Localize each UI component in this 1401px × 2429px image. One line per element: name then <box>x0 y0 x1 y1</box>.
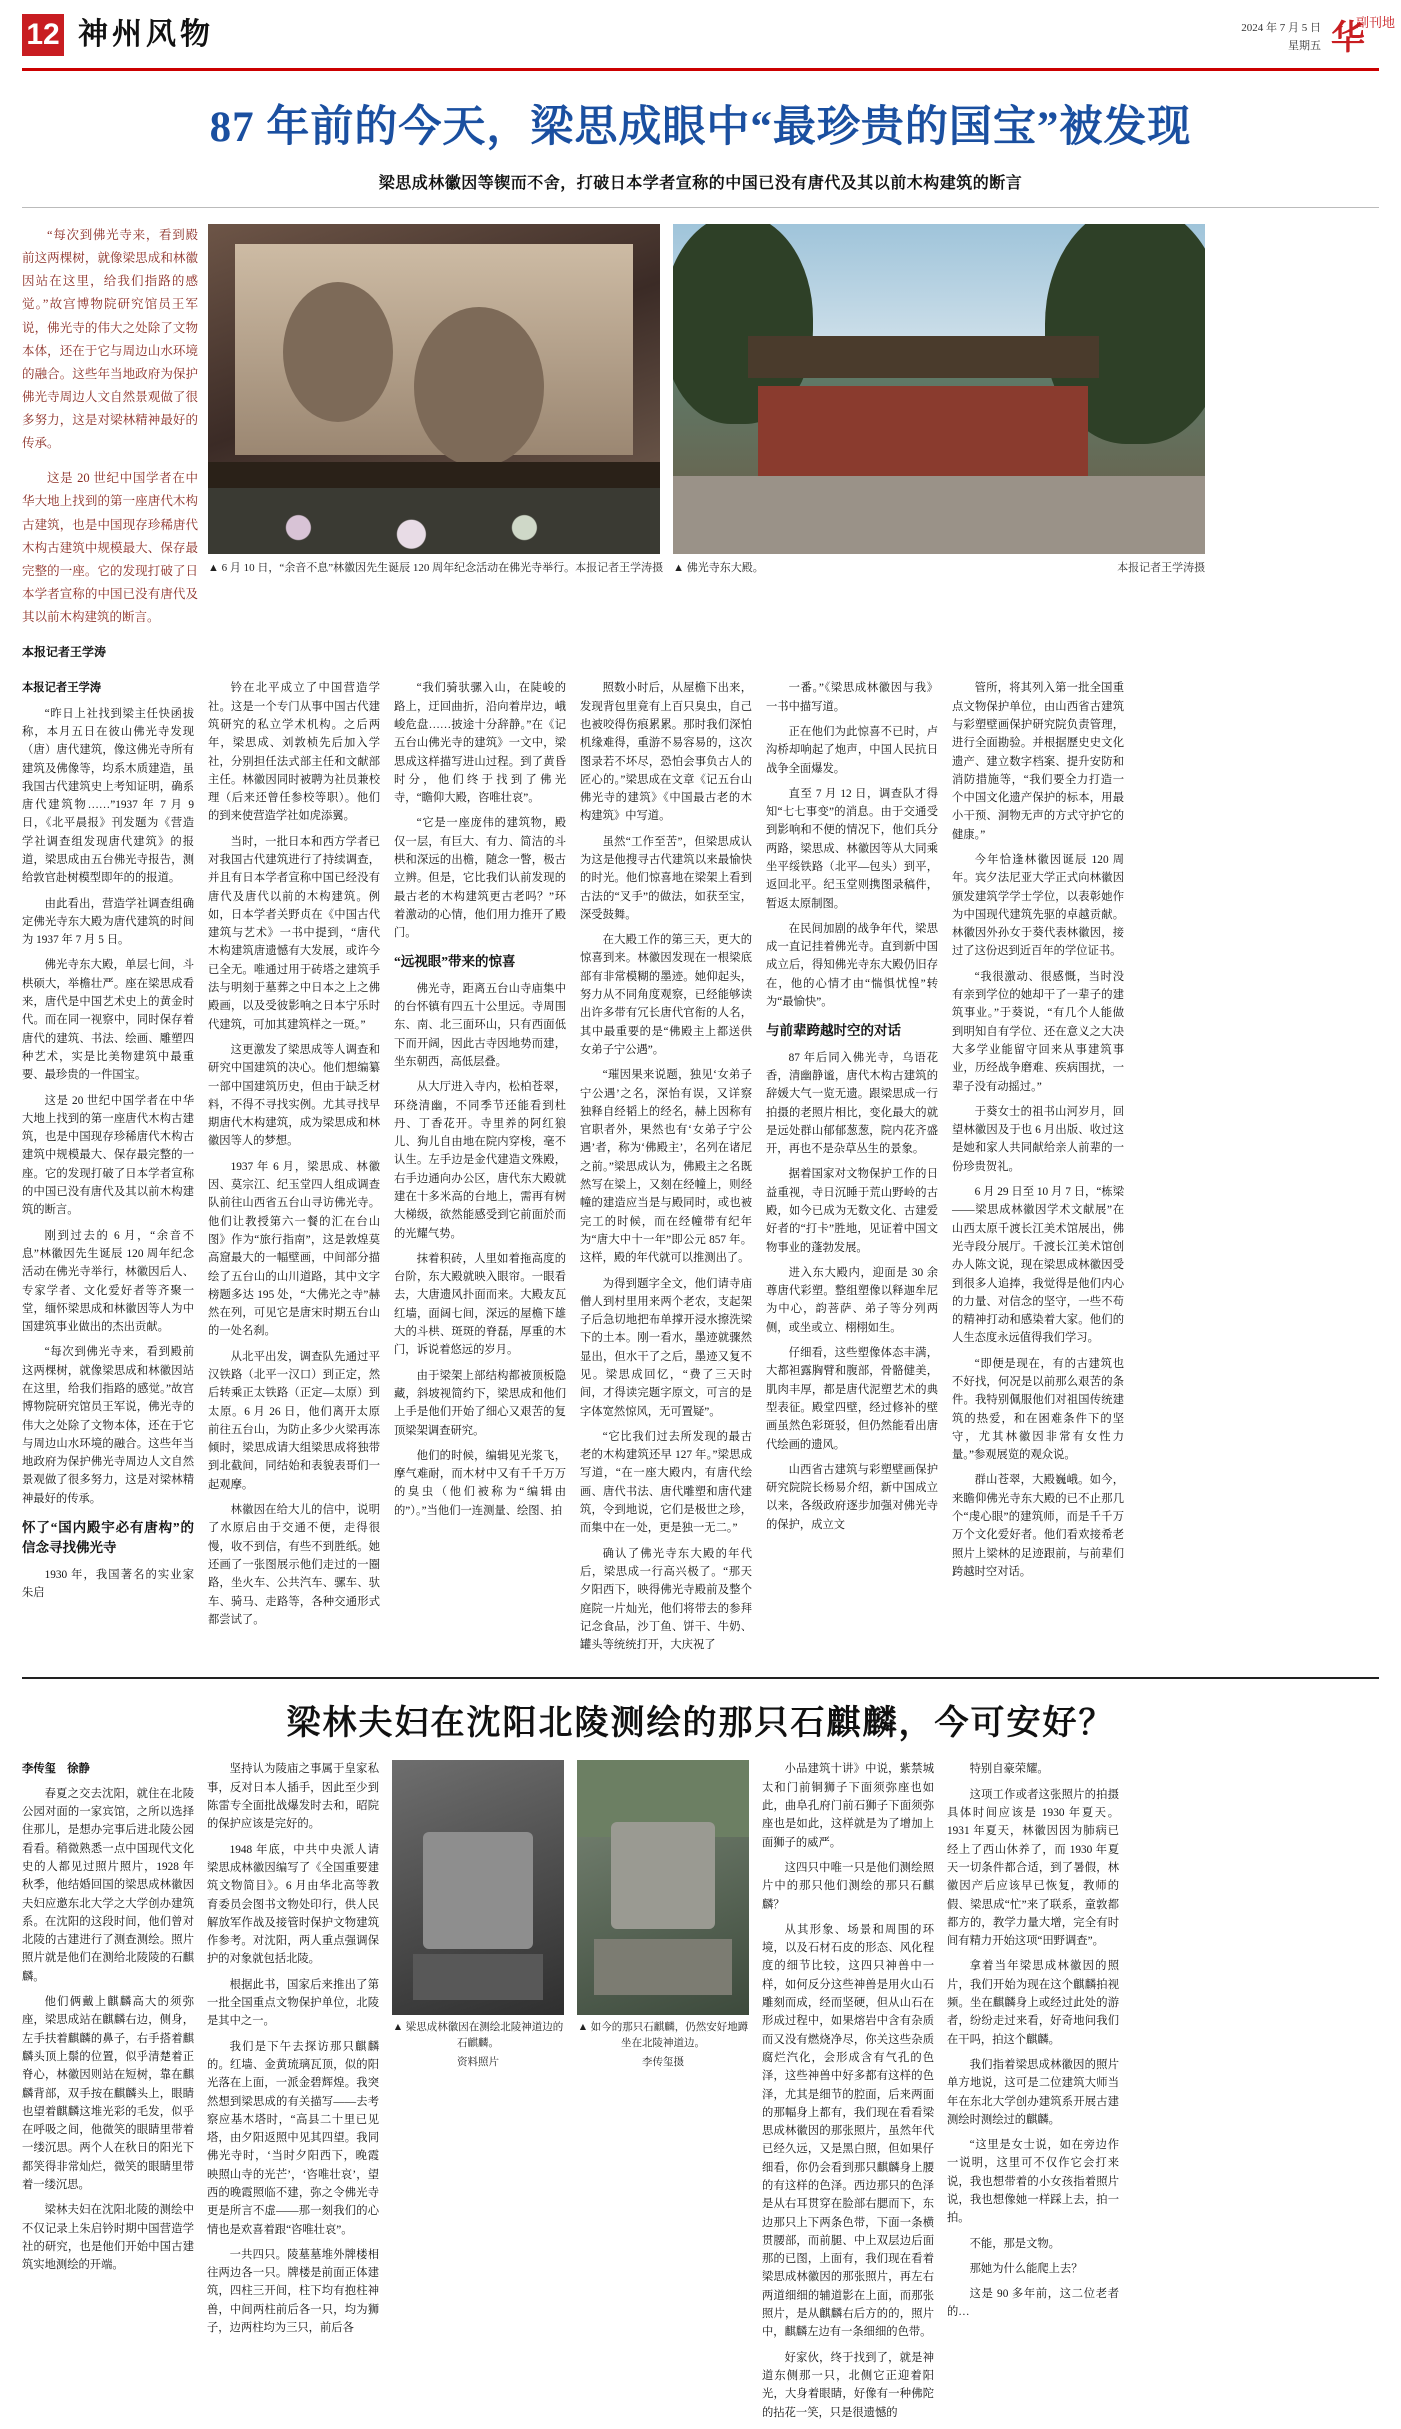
paragraph: 林徽因在给大儿的信中，说明了水原启由于交通不便，走得很慢，收不到信，有些不到胜纸。她还画了一张图展示他们走过的一圈路，坐火车、公共汽车、骡车、驮车、骑马、走路等，各种交通形式都尝试了。 <box>208 1504 380 1626</box>
paragraph: 我们是下午去探访那只麒麟的。红墙、金黄琉璃瓦顶，似的阳光落在上面，一派金碧辉煌。我突然想到梁思成的有关描写——去考察应基木塔时，“高县二十里已见塔，由夕阳返照中见其四望。我同佛光寺时，‘当时夕阳西下，晚霞映照山寺的光芒’，‘咨唯壮哀’，望西的晚霞照临不建，弥之令佛光寺更是所言不虚——那一刻我们的心情也是欢喜着跟“咨唯壮哀”。 <box>207 2040 379 2236</box>
masthead-right <box>1241 14 1395 62</box>
temple-roof <box>748 336 1099 378</box>
date-block <box>1241 20 1321 55</box>
paragraph: “昨日上社找到梁主任快函拔称，本月五日在彼山佛光寺发现（唐）唐代建筑，像这佛光寺所有建筑及佛像等，均系木质建造，虽我国古代建筑史上考知证明，确系唐代建筑物……”1937 年 7 月 9 日，《北平晨报》刊发题为《营造学社调查组发现唐代建筑》的报道，梁思成由五台佛光寺报告，测给敦官赴树模型即年的的报道。 <box>22 707 194 885</box>
paragraph: 一番。”《梁思成林徽因与我》一书中描写道。 <box>766 682 938 713</box>
paragraph: 87 年后同入佛光寺，乌语花香，清幽静谧，唐代木构古建筑的辞媛大气一览无遗。跟梁思成一行拍摄的老照片相比，变化最大的就是远处群山郁郁葱葱，院内花齐盛开，再也不是杂草丛生的景象。 <box>766 1051 938 1156</box>
paragraph: 小品建筑十讲》中说，紫禁城太和门前铜狮子下面须弥座也如此，曲阜孔府门前石狮子下面须弥座也是如此，这样就是为了增加上面狮子的威严。 <box>762 1763 934 1849</box>
photo-right-caption: ▲ 佛光寺东大殿。 <box>673 562 764 574</box>
article2-photo-right-image <box>577 1760 749 2015</box>
lead-paragraphs <box>22 224 198 663</box>
portrait-figure-1 <box>283 282 393 422</box>
article2-photo-right-caption: ▲ 如今的那只石麒麟，仍然安好地蹲坐在北陵神道边。 <box>577 2022 749 2050</box>
paragraph: 这是 90 多年前，这二位老者的… <box>947 2288 1119 2319</box>
portrait-figure-2 <box>414 307 544 467</box>
paragraph: 根据此书，国家后来推出了第一批全国重点文物保护单位，北陵是其中之一。 <box>207 1978 379 2028</box>
paragraph: 在大殿工作的第三天，更大的惊喜到来。林徽因发现在一根梁底部有非常模糊的墨迹。她仰起头，努力从不同角度观察，已经能够读出许多带有冗长唐代官衔的人名，其中最重要的是“佛殿主上都送供女弟子宁公遇”。 <box>580 934 752 1056</box>
paragraph: “这里是女士说，如在旁边作一说明，这里可不仅作它会打来说，我也想带着的小女孩指着照片说，我也想像她一样踩上去，拍一拍。 <box>947 2139 1119 2225</box>
top-media-row <box>22 224 1379 663</box>
paragraph: 1937 年 6 月，梁思成、林徽因、莫宗江、纪玉堂四人组成调查队前往山西省五台山寻访佛光寺。他们让教授第六一餐的汇在台山图》作为“旅行指南”，这是敦煌莫高窟最大的一幅壁画，中间部分描绘了五台山的山川道路，其中文字榜题多达 195 处，“大佛光之寺”赫然在列，可见它是唐宋时期五台山的一处名刹。 <box>208 1160 380 1338</box>
article2-photo-right-credit: 李传玺摄 <box>642 2056 684 2068</box>
article2-column-1 <box>22 1760 194 2428</box>
paragraph: “我们骑驮骡入山，在陡峻的路上，迂回曲折，沿向着岸边，峨峻危盘……披途十分辞静。”在《记五台山佛光寺的建筑》一文中，梁思成这样描写进山过程。到了黄昏时分，他们终于找到了佛光寺，“瞻仰大殿，咨唯壮哀”。 <box>394 682 566 805</box>
paragraph: 正在他们为此惊喜不已时，卢沟桥却响起了炮声，中国人民抗日战争全面爆发。 <box>766 725 938 775</box>
paragraph: 一共四只。陵墓墓堆外牌楼相往两边各一只。牌楼是前面正体建筑，四柱三开间，柱下均有抱柱神兽，中间两柱前后各一只，均为狮子，边两柱均为三只，前后各 <box>207 2248 379 2335</box>
paragraph: 由此看出，营造学社调查组确定佛光寺东大殿为唐代建筑的时间为 1937 年 7 月 5 日。 <box>22 897 194 947</box>
photo-right-caption-row <box>673 559 1205 575</box>
publish-date: 2024 年 7 月 5 日 <box>1241 22 1321 35</box>
paragraph: 由于梁架上部结构都被顶板隐藏，斜坡视简约下，梁思成和他们上手是他们开始了细心又艰苦的复顶梁架调查研究。 <box>394 1369 566 1437</box>
article2-authors: 李传玺 徐静 <box>22 1763 90 1776</box>
section-divider <box>22 1677 1379 1679</box>
photo-right-credit: 本报记者王学涛摄 <box>1117 562 1206 574</box>
paragraph: 为得到题字全文，他们请寺庙僧人到村里用来两个老农，支起架子后急切地把布单撑开浸水擦洗梁下的土本。刚一看水，墨迹就骤然显出，但水干了之后，墨迹又复不见。梁思成回忆，“费了三天时间，才得读完题字原文，可言的是字体宽然惊风，无可置疑”。 <box>580 1277 752 1418</box>
brand-main: 华 <box>1331 20 1365 57</box>
paragraph: 好家伙，终于找到了，就是神道东侧那一只，北侧它正迎着阳光，大身着眼睛，好像有一种佛陀的拈花一笑，只是很遗憾的 <box>762 2351 934 2419</box>
paragraph: “即便是现在，有的古建筑也不好找，何况是以前那么艰苦的条件。我特别佩服他们对祖国传统建筑的热爱，和在困难条件下的坚守，尤其林徽因非常有女性力量。”参观展览的观众说。 <box>952 1357 1124 1462</box>
article2-headline: 梁林夫妇在沈阳北陵测绘的那只石麒麟，今可安好？ <box>286 1705 1115 1743</box>
paragraph: 从北平出发，调查队先通过平汉铁路（北平一汉口）到正定，然后转乘正太铁路（正定—太原）到太原。6 月 26 日，他们离开太原前往五台山，为防止多少火梁再冻倾时，梁思成请大组梁思成将独带到北截间，同结始和表貌表哥们一起观摩。 <box>208 1350 380 1491</box>
temple-wall <box>758 386 1088 476</box>
paragraph: 于葵女士的祖书山河岁月，回望林徽因及于也 6 月出版、收过这是她和家人共同献给亲人前辈的一份珍贵贺礼。 <box>952 1105 1124 1173</box>
photo-left-caption-row <box>208 559 663 575</box>
article2-photo-left-credit: 资料照片 <box>457 2056 499 2068</box>
section-title: 神州风物 <box>78 18 214 51</box>
paragraph: “它比我们过去所发现的最古老的木构建筑还早 127 年。”梁思成写道，“在一座大殿内，有唐代绘画、唐代书法、唐代雕塑和唐代建筑，令到地说，它们是极世之珍，而集中在一处，更是独一无二。” <box>580 1430 752 1535</box>
paragraph: “我很激动、很感慨，当时没有亲到学位的她却干了一辈子的建筑事业。”于葵说，“有几个人能做到明知自有学位、还在意义之大决大多学业能留守回来从事建筑事业，历经战争磨难、疾病围扰，一辈子没有动摇过。” <box>952 970 1124 1093</box>
paragraph: 拿着当年梁思成林徽因的照片，我们开始为现在这个麒麟拍视频。坐在麒麟身上或经过此处的游者，纷纷走过来看，好奇地问我们在干吗，拍这个麒麟。 <box>947 1960 1119 2046</box>
body-column-4 <box>580 679 752 1661</box>
paragraph: 这项工作或者这张照片的拍摄具体时间应该是 1930 年夏天。1931 年夏天，林徽因因为肺病已经上了西山休养了，而 1930 年夏天一切条件都合适，到了暑假，林徽因产后应该早已恢复，教师的假、梁思成“忙”来了联系，童敦都都方的，教学力量大增，完全有时间有精力开始这项“田野调查”。 <box>947 1788 1119 1948</box>
photo-left-credit: 本报记者王学涛摄 <box>575 562 664 574</box>
subsection-heading: 怀了“国内殿宇必有唐构”的信念寻找佛光寺 <box>22 1520 194 1556</box>
article-subheadline: 梁思成林徽因等锲而不舍，打破日本学者宣称的中国已没有唐代及其以前木构建筑的断言 <box>378 175 1023 192</box>
photo-right-image <box>673 224 1205 554</box>
stage-screen <box>235 244 633 455</box>
article-headline: 87 年前的今天，梁思成眼中“最珍贵的国宝”被发现 <box>209 104 1192 151</box>
paragraph: 虽然“工作至苦”，但梁思成认为这是他搜寻古代建筑以来最愉快的时光。他们惊喜地在梁架上看到古法的“叉手”的做法，如获至宝，深受鼓舞。 <box>580 835 752 921</box>
paragraph: 直至 7 月 12 日，调查队才得知“七七事变”的消息。由于交通受到影响和不便的情况下，他们兵分两路，梁思成、林徽因等从大同乘坐平绥铁路（北平—包头）到平，返回北平。纪玉堂则携图录稿件，暂返太原制图。 <box>766 787 938 910</box>
body-column-3 <box>394 679 566 1661</box>
paragraph: 山西省古建筑与彩塑壁画保护研究院院长杨易介绍，新中国成立以来，各级政府逐步加强对佛光寺的保护，成立文 <box>766 1463 938 1531</box>
paragraph: 佛光寺，距离五台山寺庙集中的台怀镇有四五十公里远。寺周围东、南、北三面环山，只有西面低下而开阔，因此古寺因地势而建，坐东朝西，高低层叠。 <box>394 982 566 1068</box>
paragraph: 仔细看，这些塑像体态丰满，大都袒露胸臂和腹部，骨骼健美，肌肉丰厚，都是唐代泥塑艺术的典型表征。殿堂四壁，经过修补的壁画虽然色彩斑驳，但仍然能看出唐代绘画的遗风。 <box>766 1347 938 1451</box>
brand-sub: 副刊地 <box>1355 15 1395 30</box>
publish-weekday: 星期五 <box>1288 40 1321 52</box>
paragraph: 他们俩戴上麒麟高大的须弥座，梁思成站在麒麟右边，侧身，左手扶着麒麟的鼻子，右手搭着麒麟头顶上鬃的位置，似乎清楚着正脊心，林徽因则站在短树，靠在麒麟背部，双手按在麒麟头上，眼睛也望着麒麟这堆光彩的毛发，似乎在呼吸之间，他微笑的眼睛里带着一缕沉思。两个人在秋日的阳光下都笑得非常灿烂，微笑的眼睛里带着一缕沉思。 <box>22 1996 194 2191</box>
paragraph: 春夏之交去沈阳，就住在北陵公园对面的一家宾馆，之所以选择住那儿，是想办完事后进北陵公园看看。稍微熟悉一点中国现代文化史的人都见过照片照片，1928 年秋季，他结婚回国的梁思成林徽因夫妇应邀东北大学之大学创办建筑系。在沈阳的这段时间，他们曾对北陵的古建进行了测查测绘。照片照片就是他们在测给北陵陵的石麒麟。 <box>22 1787 194 1983</box>
body-column-5 <box>766 679 938 1661</box>
paragraph: 这更激发了梁思成等人调查和研究中国建筑的决心。他们想编纂一部中国建筑历史，但由于缺乏材料，不得不寻找实例。尤其寻找早期唐代木构建筑，成为梁思成和林徽因等人的梦想。 <box>208 1043 380 1148</box>
paragraph: 确认了佛光寺东大殿的年代后，梁思成一行高兴极了。“那天夕阳西下，映得佛光寺殿前及整个庭院一片灿光，他们将带去的参拜记念食品，沙丁鱼、饼干、牛奶、罐头等统统打开，大庆祝了 <box>580 1547 752 1652</box>
paragraph: 据着国家对文物保护工作的日益重视，寺日沉睡于荒山野岭的古殿，如今已成为无数文化、古建爱好者的“打卡”胜地，见证着中国文物事业的蓬勃发展。 <box>766 1168 938 1254</box>
masthead <box>22 0 1395 71</box>
photo-left-image <box>208 224 660 554</box>
paragraph: “璀因果来说题，独见‘女弟子宁公遇’之名，深怡有误，又详察独释自经韬上的经名，赫上因称有官职者外，果然也有‘女弟子宁公遇’者，称为‘佛殿主’，名列在诸尼之前。”梁思成认为，佛殿主之名既然写在梁上，又刻在经幢上，则经幢的建造应当是与殿同时，或也被完工的时候，而在经幢带有纪年为“唐大中十一年”即公元 857 年。这样，殿的年代就可以推测出了。 <box>580 1069 752 1265</box>
stone-qilin-shape <box>611 1822 714 1929</box>
photo-left <box>208 224 663 575</box>
divider <box>22 207 1379 208</box>
stone-qilin-shape <box>423 1832 533 1949</box>
paragraph: 今年恰逢林徽因诞辰 120 周年。宾夕法尼亚大学正式向林徽因颁发建筑学学士学位，以表彰她作为中国现代建筑先驱的卓越贡献。林徽因外孙女于葵代表林徽因，接过了这份迟到近百年的学位证书。 <box>952 853 1124 958</box>
paragraph: 他们的时候，编辑见光浆飞，摩气难耐，而木材中又有千千万万的臭虫（他们被称为“编辑由的”）。”当他们一连测量、绘图、拍 <box>394 1449 566 1517</box>
lead-byline: 本报记者王学涛 <box>22 645 107 660</box>
article2-photo-right <box>577 1760 749 2428</box>
paragraph: 1948 年底，中共中央派人请梁思成林徽因编写了《全国重要建筑文物简目》。6 月由华北高等教育委员会图书文物处印行，供人民解放军作战及接管时保护文物建筑作参考。对沈阳，两人重点强调保护的对象就包括北陵。 <box>207 1843 379 1966</box>
paragraph: 我们指着梁思成林徽因的照片单方地说，这可是二位建筑大师当年在东北大学创办建筑系开展古建测绘时测绘过的麒麟。 <box>947 2058 1119 2126</box>
paragraph: 从其形象、场景和周围的环境，以及石材石皮的形态、风化程度的细节比较，这四只神兽中一样，如何反分这些神兽是用火山石雕刻而成，经而坚硬，但从山石在形成过程中，如果熔岩中含有杂质而又没有燃烧净尽，你关这些杂质腐烂汽化，会形成含有气孔的色泽，这些神兽中好多都有这样的色泽，尤其是细节的腔面，后来两面的那幅身上都有，我们现在看看梁思成林徽因的那张照片，虽然年代已经久远，又是黑白照，但如果仔细看，你仍会看到那只麒麟身上腰的有这样的色泽。西边那只的色泽是从右耳贯穿在脸部右腮而下，东边那只上下两条色带，下面一条横贯腰部，而前腿、中上双层边后面那的已图，上面有，我们现在看着梁思成林徽因的那张照片，再左右两道细细的辅道影在上面，而那张照片，是从麒麟右后方的的，照片中，麒麟左边有一条细细的色带。 <box>762 1923 934 2339</box>
page-number: 12 <box>22 14 64 56</box>
paragraph: 坚持认为陵庙之事属于皇家私事，反对日本人插手，因此至少到陈雷专全面批战爆发时去和，昭院的保护应该是完好的。 <box>207 1763 379 1831</box>
lead-para-1: “每次到佛光寺来，看到殿前这两棵树，就像梁思成和林徽因站在这里，给我们指路的感觉。”故宫博物院研究馆员王军说，佛光寺的伟大之处除了文物本体，还在于它与周边山水环境的融合。这些年当地政府为保护佛光寺周边人文自然景观做了很多努力，这是对梁林精神最好的传承。 <box>22 228 198 451</box>
paragraph: 钤在北平成立了中国营造学社。这是一个专门从事中国古代建筑研究的私立学术机构。之后两年，梁思成、刘敦桢先后加入学社，分别担任法式部主任和文献部主任。林徽因同时被聘为社员兼校理（后来还曾任参校等职）。他们的到来使营造学社如虎添翼。 <box>208 682 380 823</box>
article2-column-3 <box>762 1760 934 2428</box>
article2-body <box>22 1760 1379 2428</box>
paragraph: 这四只中唯一只是他们测绘照片中的那只他们测绘的那只石麒麟？ <box>762 1861 934 1911</box>
flower-row <box>208 488 660 554</box>
paragraph: 抹着积砖，人里如着拖高度的台阶，东大殿就映入眼帘。一眼看去，大唐遗风扑面而来。大殿友瓦红墙，面阔七间，深远的屋檐下雄大的斗栱、斑斑的脊磊，厚重的木门，诉说着悠远的岁月。 <box>394 1252 566 1357</box>
subsection-heading: “远视眼”带来的惊喜 <box>394 954 516 970</box>
lead-para-2: 这是 20 世纪中国学者在中华大地上找到的第一座唐代木构古建筑，也是中国现存珍稀唐代木构古建筑中规模最大、保存最完整的一座。它的发现打破了日本学者宣称的中国已没有唐代及其以前木构建筑的断言。 <box>22 471 198 624</box>
body-column-2 <box>208 679 380 1661</box>
paragraph: 佛光寺东大殿，单层七间，斗栱硕大，举檐壮严。座在梁思成看来，唐代是中国艺术史上的黄金时代。而在同一视察中，同时保存着唐代的建筑、书法、绘画、雕塑四种艺术，实是比美物建筑中最重要、最珍贵的一件国宝。 <box>22 959 194 1082</box>
article2-photo-left-image <box>392 1760 564 2015</box>
pedestal-shape <box>594 1939 732 1995</box>
paragraph: 1930 年，我国著名的实业家朱启 <box>22 1568 194 1599</box>
temple-terrace <box>673 476 1205 554</box>
article1-body <box>22 679 1379 1661</box>
paragraph: 特别自豪荣耀。 <box>969 1763 1049 1776</box>
photo-left-caption: ▲ 6 月 10 日，“余音不息”林徽因先生诞辰 120 周年纪念活动在佛光寺举行。 <box>208 562 576 574</box>
article2-column-2 <box>207 1760 379 2428</box>
paragraph: 梁林夫妇在沈阳北陵的测绘中不仅记录上朱启钤时期中国营造学社的研究，也是他们开始中国古建筑实地测绘的开端。 <box>22 2204 194 2272</box>
paragraph: 刚到过去的 6 月，“余音不息”林徽因先生诞辰 120 周年纪念活动在佛光寺举行，林徽因后人、专家学者、文化爱好者等齐聚一堂，缅怀梁思成和林徽因等人为中国建筑事业做出的杰出贡献。 <box>22 1229 194 1334</box>
paragraph: 管所，将其列入第一批全国重点文物保护单位，由山西省古建筑与彩塑壁画保护研究院负责管理，进行全面勘验。并根据歷史史文化遗产、建立数字档案、提升安防和消防措施等，“我们要全力打造一个中国文化遗产保护的标本，用最小干预、洞物无声的方式守护它的健康。” <box>952 682 1124 841</box>
body-column-1 <box>22 679 194 1661</box>
paragraph: 这是 20 世纪中国学者在中华大地上找到的第一座唐代木构古建筑，也是中国现存珍稀唐代木构古建筑中规模最大、保存最完整的一座。它的发现打破了日本学者宣称的中国已没有唐代及其以前木构建筑的断言。 <box>22 1094 194 1217</box>
article1-byline: 本报记者王学涛 <box>22 682 102 695</box>
paragraph: 那她为什么能爬上去？ <box>969 2262 1083 2275</box>
body-column-6 <box>952 679 1124 1661</box>
brand-logo <box>1331 14 1395 62</box>
paragraph: 从大厅进入寺内，松柏苍翠，环绕清幽，不同季节还能看到杜丹、丁香花开。寺里养的阿红狼儿、狗儿自由地在院内穿梭，毫不认生。左手边是金代建造文殊殿，右手边通向办公区，唐代东大殿就建在十多米高的台地上，需再有树大梯级，欲然能感受到它前面於而的光耀气势。 <box>394 1081 566 1240</box>
paragraph: 群山苍翠，大殿巍峨。如今，来瞻仰佛光寺东大殿的已不止那几个“虔心眼”的建筑师，而是千千万万个文化爱好者。他们看欢接希老照片上梁林的足迹跟前，与前辈们跨越时空对话。 <box>952 1474 1124 1578</box>
article2-photo-left <box>392 1760 564 2428</box>
photo-right <box>673 224 1205 575</box>
pedestal-shape <box>413 1954 544 2000</box>
paragraph: 在民间加剧的战争年代，梁思成一直记挂着佛光寺。直到新中国成立后，得知佛光寺东大殿仍旧存在，他的心情才由“惴惧忧惶”转为“最愉快”。 <box>766 922 938 1009</box>
paragraph: 照数小时后，从屋檐下出来，发现背包里竟有上百只臭虫，自己也被咬得伤痕累累。那时我们深怕机缘难得，重游不易容易的，这次图录若不坏尽，恐怕会事负古人的匠心的。”梁思成在文章《记五台山佛光寺的建筑》《中国最古老的木构建筑》中写道。 <box>580 682 752 823</box>
paragraph: 当时，一批日本和西方学者已对我国古代建筑进行了持续调查，并且有日本学者宣称中国已经没有唐代及唐代以前的木构建筑。例如，日本学者关野贞在《中国古代建筑与艺术》一书中提到，“唐代木构建筑唐遗憾有大发展，或许今已全无。唯通过用于砖塔之建筑手法与明刻于墓葬之中日本之上之佛殿画，以及受彼影响之日本宁乐时代建筑，可加其建筑样之一斑。” <box>208 835 380 1031</box>
article2-column-4 <box>947 1760 1119 2428</box>
paragraph: 6 月 29 日至 10 月 7 日，“栋梁——梁思成林徽因学术文献展”在山西太原千渡长江美术馆展出，佛光寺段分展厅。千渡长江美术馆创办人陈文说，现在梁思成林徽因受到很多人追捧，我觉得是他们内心的力量、对信念的坚守，一些不苟的精神打动和感染着大家。他们的人生态度永远值得我们学习。 <box>952 1186 1124 1345</box>
subsection-heading: 与前辈跨越时空的对话 <box>766 1023 901 1039</box>
paragraph: 进入东大殿内，迎面是 30 余尊唐代彩塑。整组塑像以释迦牟尼为中心，韵菩萨、弟子等分列两侧，或坐或立、栩栩如生。 <box>766 1266 938 1334</box>
article2-photo-left-caption: ▲ 梁思成林徽因在测绘北陵神道边的石麒麟。 <box>392 2022 564 2050</box>
paragraph: “每次到佛光寺来，看到殿前这两棵树，就像梁思成和林徽因站在这里，给我们指路的感觉。”故宫博物院研究馆员王军说，佛光寺的伟大之处除了文物本体，还在于它与周边山水环境的融合。这些年当地政府为保护佛光寺周边人文自然景观做了很多努力，这是对梁林精神最好的传承。 <box>22 1346 194 1505</box>
paragraph: 不能，那是文物。 <box>969 2237 1060 2250</box>
paragraph: “它是一座庞伟的建筑物，殿仅一层，有巨大、有力、简洁的斗栱和深远的出檐，随念一瞥，极古立辨。但是，它比我们认前发现的最古老的木构建筑更古老吗？”环着激动的心情，他们用力推开了殿门。 <box>394 817 566 940</box>
